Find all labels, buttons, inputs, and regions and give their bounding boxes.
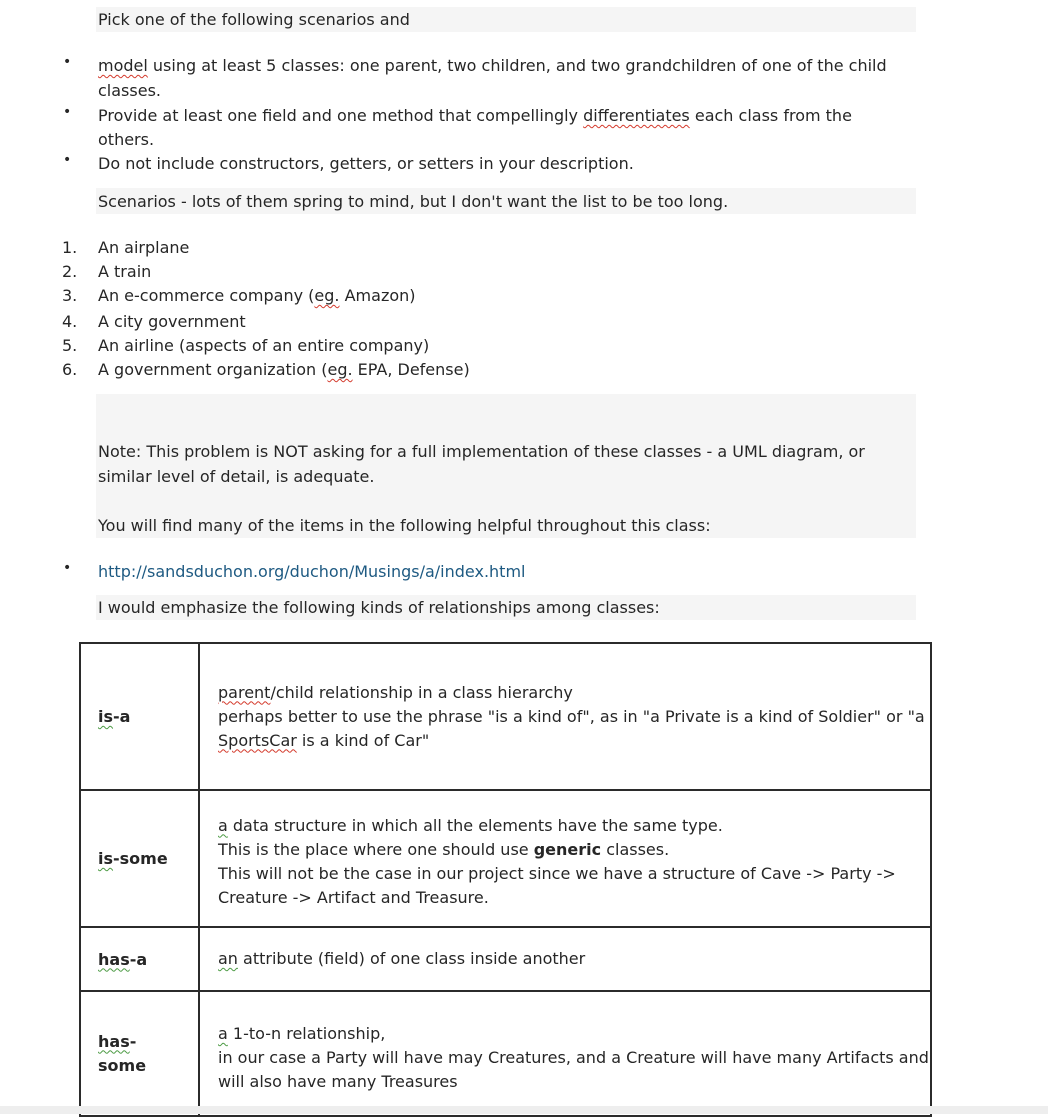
requirement-1: model using at least 5 classes: one parent, two children, and two grandchildren of one of the child <box>98 56 887 75</box>
table-row <box>80 927 931 991</box>
relationship-description: an attribute (field) of one class inside another <box>199 927 931 991</box>
relationship-description: a 1-to-n relationship, in our case a Party will have may Creatures, and a Creature will have many Artifacts and will also have many Treasures <box>199 991 931 1116</box>
table-row <box>80 991 931 1116</box>
bullet-icon: • <box>63 152 72 168</box>
list-number: 4. <box>62 312 78 331</box>
relationship-key: has-a <box>80 927 199 991</box>
requirement-2: Provide at least one field and one method that compellingly differentiates each class from the <box>98 106 852 125</box>
relationship-key: is-some <box>80 790 199 927</box>
note-line-1: Note: This problem is NOT asking for a full implementation of these classes - a UML diagram, or <box>98 442 865 461</box>
scenario-item: A city government <box>98 312 246 331</box>
helpful-text: You will find many of the items in the following helpful throughout this class: <box>98 516 711 535</box>
bullet-icon: • <box>63 104 72 120</box>
scenario-item: An e-commerce company (eg. Amazon) <box>98 286 416 305</box>
list-number: 6. <box>62 360 78 379</box>
scenarios-intro: Scenarios - lots of them spring to mind, but I don't want the list to be too long. <box>98 192 729 211</box>
bullet-icon: • <box>63 560 72 576</box>
relationship-key: is-a <box>80 643 199 790</box>
requirement-2-cont: others. <box>98 130 155 149</box>
emphasize-text: I would emphasize the following kinds of relationships among classes: <box>98 598 660 617</box>
musings-link[interactable]: http://sandsduchon.org/duchon/Musings/a/index.html <box>98 562 526 581</box>
list-number: 3. <box>62 286 78 305</box>
scenario-item: An airline (aspects of an entire company) <box>98 336 430 355</box>
scenario-item: A train <box>98 262 152 281</box>
list-number: 1. <box>62 238 78 257</box>
requirement-1-cont: classes. <box>98 81 161 100</box>
relationship-description: a data structure in which all the elements have the same type. This is the place where one should use generic classes. This will not be the case in our project since we have a structure of Cave -> Party -> Creature -> Artifact and Treasure. <box>199 790 931 927</box>
requirement-3: Do not include constructors, getters, or setters in your description. <box>98 154 634 173</box>
bullet-icon: • <box>63 54 72 70</box>
bottom-scroll-edge <box>0 1106 1048 1114</box>
scenario-item: An airplane <box>98 238 190 257</box>
relationship-description: parent/child relationship in a class hierarchy perhaps better to use the phrase "is a kind of", as in "a Private is a kind of Soldier" or "a SportsCar is a kind of Car" <box>199 643 931 790</box>
table-row <box>80 643 931 790</box>
list-number: 2. <box>62 262 78 281</box>
table-row <box>80 790 931 927</box>
list-number: 5. <box>62 336 78 355</box>
scenario-item: A government organization (eg. EPA, Defense) <box>98 360 470 379</box>
relationships-table <box>79 642 932 1117</box>
note-line-2: similar level of detail, is adequate. <box>98 467 375 486</box>
intro-text: Pick one of the following scenarios and <box>98 10 410 29</box>
relationship-key: has- some <box>80 991 199 1116</box>
